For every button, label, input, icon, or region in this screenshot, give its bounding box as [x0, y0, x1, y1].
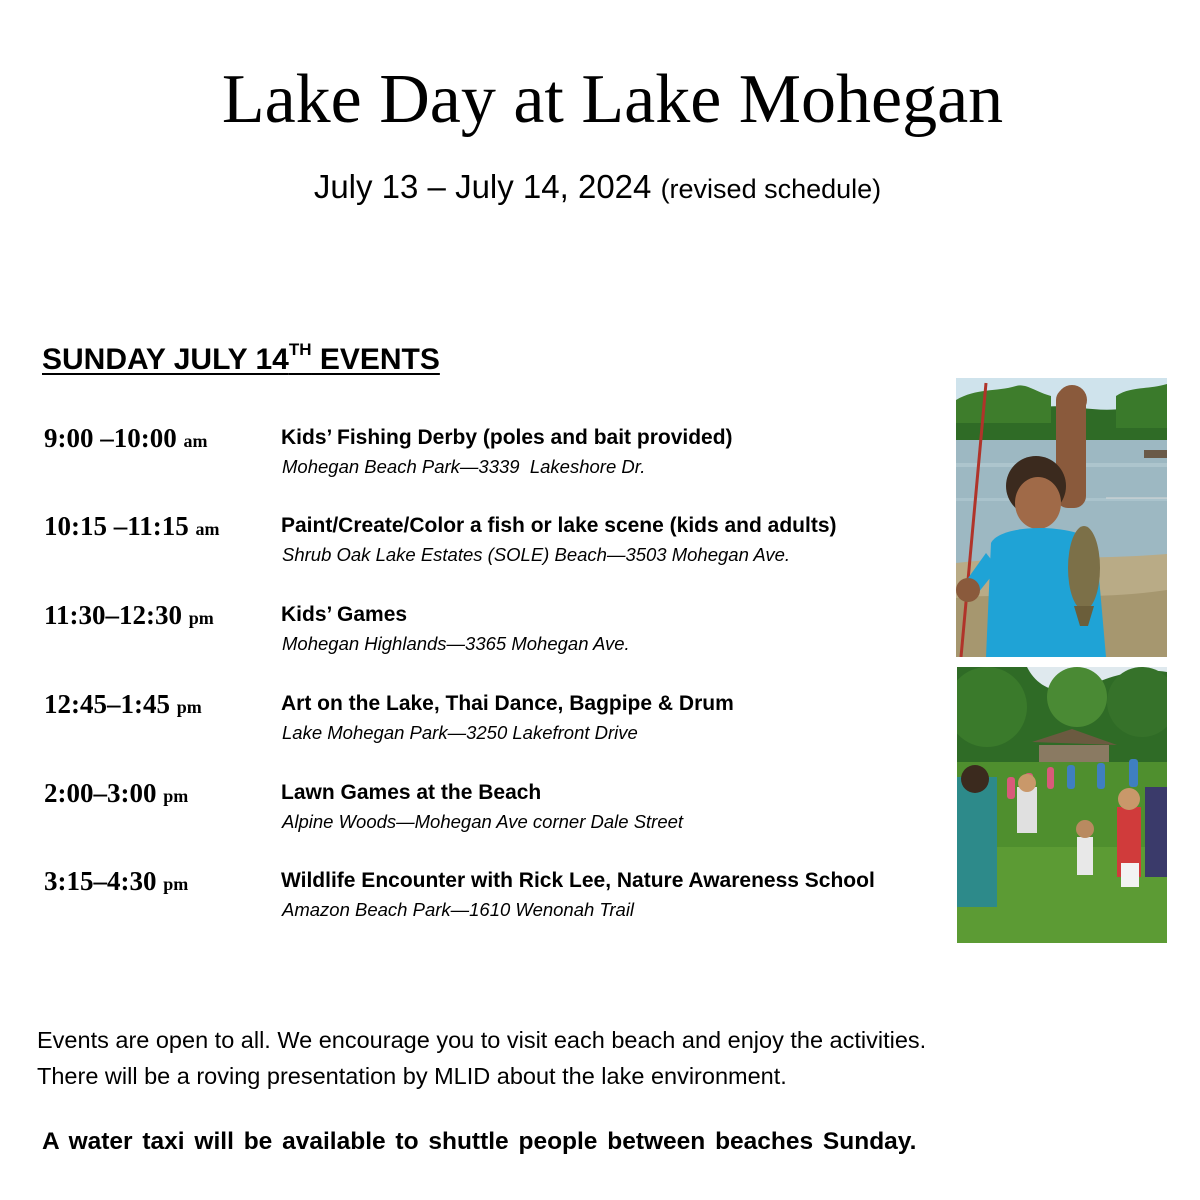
lawn-games-photo — [957, 667, 1167, 943]
event-location: Alpine Woods—Mohegan Ave corner Dale Street — [282, 811, 684, 832]
event-row — [0, 687, 950, 757]
event-time — [44, 598, 214, 635]
footer-line: Events are open to all. We encourage you to visit each beach and enjoy the activities. — [37, 1027, 927, 1053]
event-row — [0, 776, 950, 846]
event-name: Lawn Games at the Beach — [281, 781, 542, 804]
event-location: Shrub Oak Lake Estates (SOLE) Beach—3503 Mohegan Ave. — [282, 544, 791, 565]
event-ampm: am — [195, 519, 220, 539]
event-time-range: 11:30–12:30 — [44, 600, 182, 630]
footer-line: There will be a roving presentation by MLID about the lake environment. — [37, 1063, 787, 1089]
event-ampm: pm — [163, 874, 189, 894]
event-name: Kids’ Games — [281, 603, 408, 626]
event-location: Amazon Beach Park—1610 Wenonah Trail — [282, 899, 635, 920]
water-taxi-note: A water taxi will be available to shuttle people between beaches Sunday. — [42, 1128, 917, 1155]
event-location: Lake Mohegan Park—3250 Lakefront Drive — [282, 722, 638, 743]
event-location: Mohegan Beach Park—3339 Lakeshore Dr. — [282, 456, 646, 477]
event-time-range: 3:15–4:30 — [44, 866, 157, 896]
date-range: July 13 – July 14, 2024 — [313, 168, 652, 205]
fishing-kid-photo — [956, 378, 1167, 657]
event-row — [0, 509, 950, 579]
event-name: Kids’ Fishing Derby (poles and bait provided) — [281, 426, 733, 449]
event-row — [0, 864, 950, 934]
event-time-range: 2:00–3:00 — [44, 778, 157, 808]
event-ampm: pm — [176, 697, 202, 717]
event-row — [0, 598, 950, 668]
event-dates — [0, 165, 1195, 211]
event-ampm: pm — [163, 786, 189, 806]
event-time — [44, 864, 188, 901]
event-name: Wildlife Encounter with Rick Lee, Nature Awareness School — [281, 869, 875, 892]
event-row — [0, 421, 950, 491]
event-name: Paint/Create/Color a fish or lake scene (kids and adults) — [281, 514, 837, 537]
event-time — [44, 687, 202, 724]
event-time — [44, 509, 220, 546]
event-ampm: am — [183, 431, 208, 451]
event-location: Mohegan Highlands—3365 Mohegan Ave. — [282, 633, 630, 654]
event-time — [44, 776, 188, 813]
event-name: Art on the Lake, Thai Dance, Bagpipe & Drum — [281, 692, 734, 715]
page-title: Lake Day at Lake Mohegan — [221, 61, 1004, 138]
event-ampm: pm — [188, 608, 214, 628]
event-time-range: 10:15 –11:15 — [44, 511, 189, 541]
section-heading-sup: TH — [288, 340, 312, 359]
section-heading — [42, 340, 440, 380]
section-heading-main: SUNDAY JULY 14 — [42, 343, 289, 376]
event-time-range: 9:00 –10:00 — [44, 423, 177, 453]
event-time — [44, 421, 207, 458]
section-heading-tail: EVENTS — [311, 343, 440, 376]
footer-info — [37, 1022, 926, 1094]
revised-note: (revised schedule) — [660, 174, 882, 204]
event-time-range: 12:45–1:45 — [44, 689, 170, 719]
